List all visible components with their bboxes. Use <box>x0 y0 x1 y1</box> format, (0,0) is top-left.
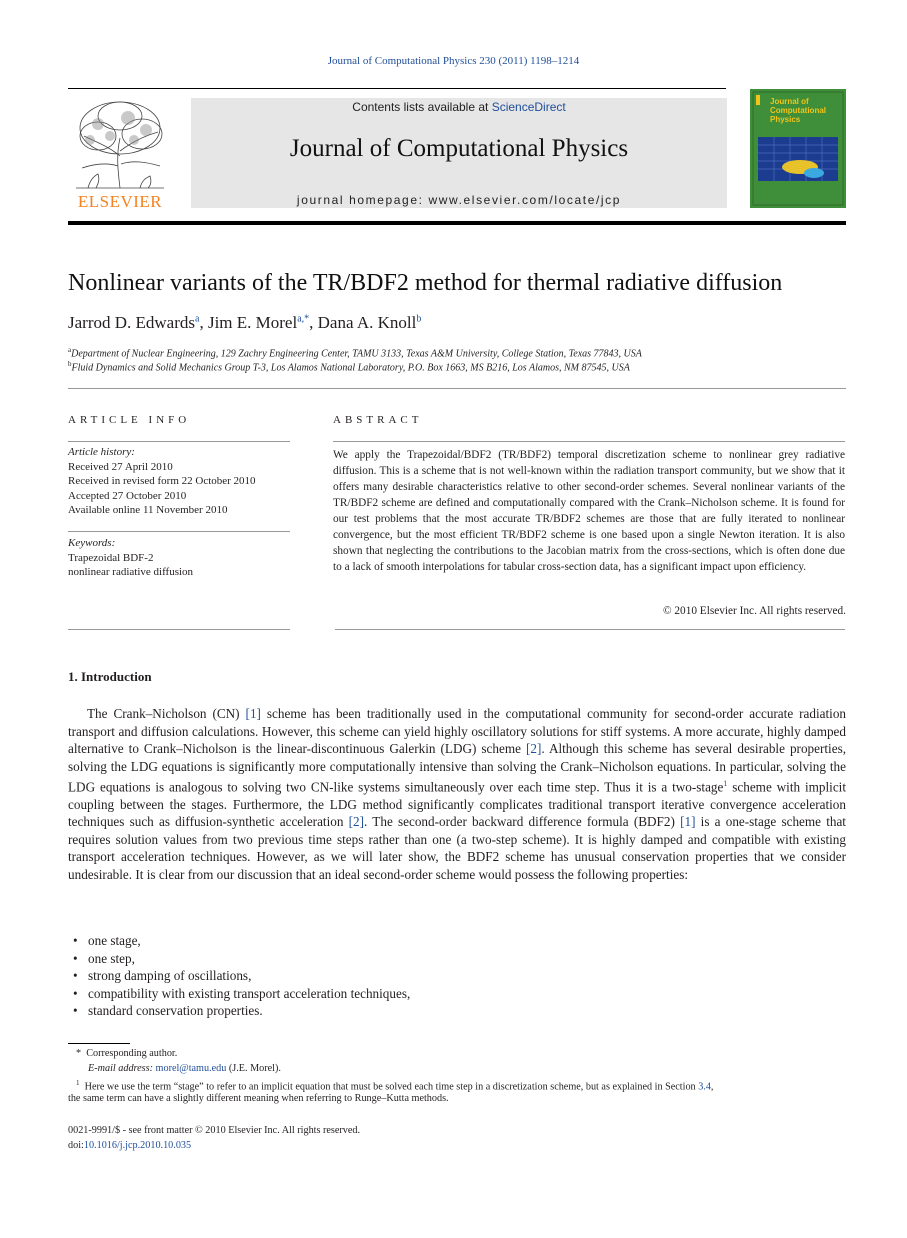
affiliation <box>68 346 642 359</box>
article-info-rule <box>68 441 290 442</box>
text-run: . The second-order backward difference formula (BDF2) <box>364 814 681 830</box>
keyword-item: Trapezoidal BDF-2 <box>68 551 154 564</box>
affiliation-text: Department of Nuclear Engineering, 129 Zachry Engineering Center, TAMU 3133, Texas A&M University, College Station, Texas 77843, USA <box>71 348 642 360</box>
article-history <box>68 445 256 518</box>
journal-homepage <box>191 193 727 207</box>
text-run: is a one-stage scheme that requires solution values from two previous time steps rather than one (a two-step scheme). It is highly damped and compatible with existing transport acceleration techniques. However, as we will later show, the BDF2 scheme has unusual conservation properties that we consider undesirable. It is clear from our discussion that an ideal second-order scheme would possess the following properties: <box>68 814 846 882</box>
doi-link[interactable]: 10.1016/j.jcp.2010.10.035 <box>83 1140 192 1151</box>
history-label: Article history: <box>68 446 135 458</box>
corresponding-text: Corresponding author. <box>86 1048 178 1059</box>
affiliation <box>68 360 630 373</box>
contents-prefix: Contents lists available at <box>352 100 492 114</box>
homepage-prefix: journal homepage: <box>296 193 429 207</box>
elsevier-wordmark: ELSEVIER <box>77 192 163 211</box>
footnote-mark: * <box>76 1048 82 1059</box>
affiliation-mark: b <box>68 360 72 368</box>
introduction-paragraph <box>68 705 846 883</box>
section-link[interactable]: 3.4 <box>698 1081 711 1093</box>
author-name: Dana A. Knoll <box>317 313 417 332</box>
footnote-text: Here we use the term “stage” to refer to an implicit equation that must be solved each time step in a discretization scheme, but as explained in Section <box>84 1081 699 1093</box>
citation-link[interactable]: [1] <box>680 814 696 830</box>
list-item: • compatibility with existing transport acceleration techniques, <box>73 985 410 1003</box>
email-note <box>88 1061 281 1076</box>
author-affiliation-mark[interactable]: a <box>195 313 200 325</box>
abstract-rule <box>333 441 845 442</box>
keywords-rule <box>68 531 290 532</box>
section-rule <box>68 388 846 389</box>
journal-reference-link[interactable]: Journal of Computational Physics 230 (2011) 1198–1214 <box>327 55 580 67</box>
text-run: scheme has been traditionally used in the computational community for second-order accurate radiation transport and diffusion calculations. However, this scheme can yield highly oscillatory solutions for stiff systems. A more accurate, highly damped alternative to Crank–Nicholson is the linear-discontinuous Galerkin (LDG) scheme <box>68 706 847 756</box>
abstract-bottom-rule <box>335 629 845 630</box>
property-list <box>73 932 410 1020</box>
author-name: Jarrod D. Edwards <box>68 313 195 332</box>
affiliation-text: Fluid Dynamics and Solid Mechanics Group T-3, Los Alamos National Laboratory, P.O. Box 1663, MS B216, Los Alamos, NM 87545, USA <box>71 362 630 374</box>
list-item: • strong damping of oscillations, <box>73 967 410 985</box>
abstract-heading: ABSTRACT <box>333 414 423 426</box>
header-rule <box>68 88 726 89</box>
abstract-text: We apply the Trapezoidal/BDF2 (TR/BDF2) temporal discretization scheme to nonlinear grey radiative diffusion. This is a scheme that is not well-known within the radiation transport community, but we show that it offers many desirable characteristics relative to other second-order schemes. Several nonlinear variants of the TR/BDF2 scheme are defined and computationally compared with the Crank–Nicholson scheme. It is found for our test problems that the most accurate TR/BDF2 schemes are those that are fully iterated to nonlinear convergence, but the most efficient TR/BDF2 scheme is one based upon a single Newton iteration. It is also shown that neglecting the contributions to the Jacobian matrix from the cross-sections, which is often done due to a lack of smooth interpolations for tabular cross-section data, has a significant impact upon efficiency. <box>333 449 845 573</box>
keywords-label: Keywords: <box>68 537 116 549</box>
footnote-1-continued: the same term can have a slightly different meaning when referring to Runge–Kutta methods. <box>68 1093 449 1104</box>
sciencedirect-link[interactable]: ScienceDirect <box>491 100 566 114</box>
email-link[interactable]: morel@tamu.edu <box>155 1063 227 1074</box>
author-affiliation-mark[interactable]: a,* <box>297 313 310 325</box>
footnote-link[interactable]: 1 <box>723 779 728 788</box>
citation-link[interactable]: [2] <box>348 814 365 830</box>
footnote-text: , <box>710 1081 714 1093</box>
article-title: Nonlinear variants of the TR/BDF2 method for thermal radiative diffusion <box>68 270 783 296</box>
doi-label: doi: <box>68 1140 84 1151</box>
journal-title: Journal of Computational Physics <box>289 135 629 162</box>
journal-reference[interactable] <box>0 55 907 67</box>
keyword-item: nonlinear radiative diffusion <box>68 566 194 578</box>
section-heading-introduction: 1. Introduction <box>68 669 152 684</box>
elsevier-logo[interactable] <box>68 96 172 212</box>
keywords <box>68 536 193 580</box>
abstract-copyright: © 2010 Elsevier Inc. All rights reserved. <box>662 605 846 617</box>
citation-link[interactable]: [1] <box>245 706 261 721</box>
footnote-mark: 1 <box>76 1079 80 1087</box>
corresponding-author-note <box>76 1046 177 1061</box>
list-item: • one step, <box>73 950 410 968</box>
author-affiliation-mark[interactable]: b <box>416 313 422 325</box>
history-item: Received 27 April 2010 <box>68 460 173 473</box>
email-suffix: (J.E. Morel). <box>226 1063 281 1074</box>
journal-cover-title: Journal of Computational Physics <box>770 97 826 124</box>
affiliation-mark: a <box>68 346 72 354</box>
history-item: Accepted 27 October 2010 <box>68 489 187 502</box>
list-item: • one stage, <box>73 932 410 950</box>
article-info-heading: ARTICLE INFO <box>68 414 191 426</box>
history-item: Received in revised form 22 October 2010 <box>68 475 256 487</box>
front-matter <box>68 1123 360 1153</box>
email-label: E-mail address: <box>88 1063 156 1074</box>
header-thick-rule <box>68 221 846 225</box>
homepage-link[interactable]: www.elsevier.com/locate/jcp <box>428 193 622 207</box>
issn-line: 0021-9991/$ - see front matter © 2010 Elsevier Inc. All rights reserved. <box>68 1125 361 1136</box>
text-run: . Although this scheme has several desirable properties, solving the LDG equations is significantly more computationally intensive than solving the Crank–Nicholson equations. In particular, solving the LDG equations is analogous to solving two CN-like systems simultaneously over each time step. Thus it is a two-stage <box>68 741 846 795</box>
text-run: scheme with implicit coupling between the stages. Furthermore, the LDG method significantly complicates traditional transport iterative convergence acceleration techniques such as diffusion-synthetic acceleration <box>68 779 846 830</box>
list-item: • standard conservation properties. <box>73 1002 410 1020</box>
footnote-rule <box>68 1043 130 1044</box>
author-name: Jim E. Morel <box>207 313 298 332</box>
contents-line <box>191 100 727 114</box>
citation-link[interactable]: [2] <box>525 741 542 756</box>
article-info-bottom-rule <box>68 629 290 630</box>
journal-cover[interactable] <box>750 89 846 208</box>
text-run: The Crank–Nicholson (CN) <box>87 706 246 721</box>
history-item: Available online 11 November 2010 <box>68 504 228 516</box>
doi-line <box>68 1138 360 1153</box>
author-list: Jarrod D. Edwards$^a$, Jim E. Morel$^{a,*}$, Dana A. Knoll$^b$ <box>68 313 422 332</box>
